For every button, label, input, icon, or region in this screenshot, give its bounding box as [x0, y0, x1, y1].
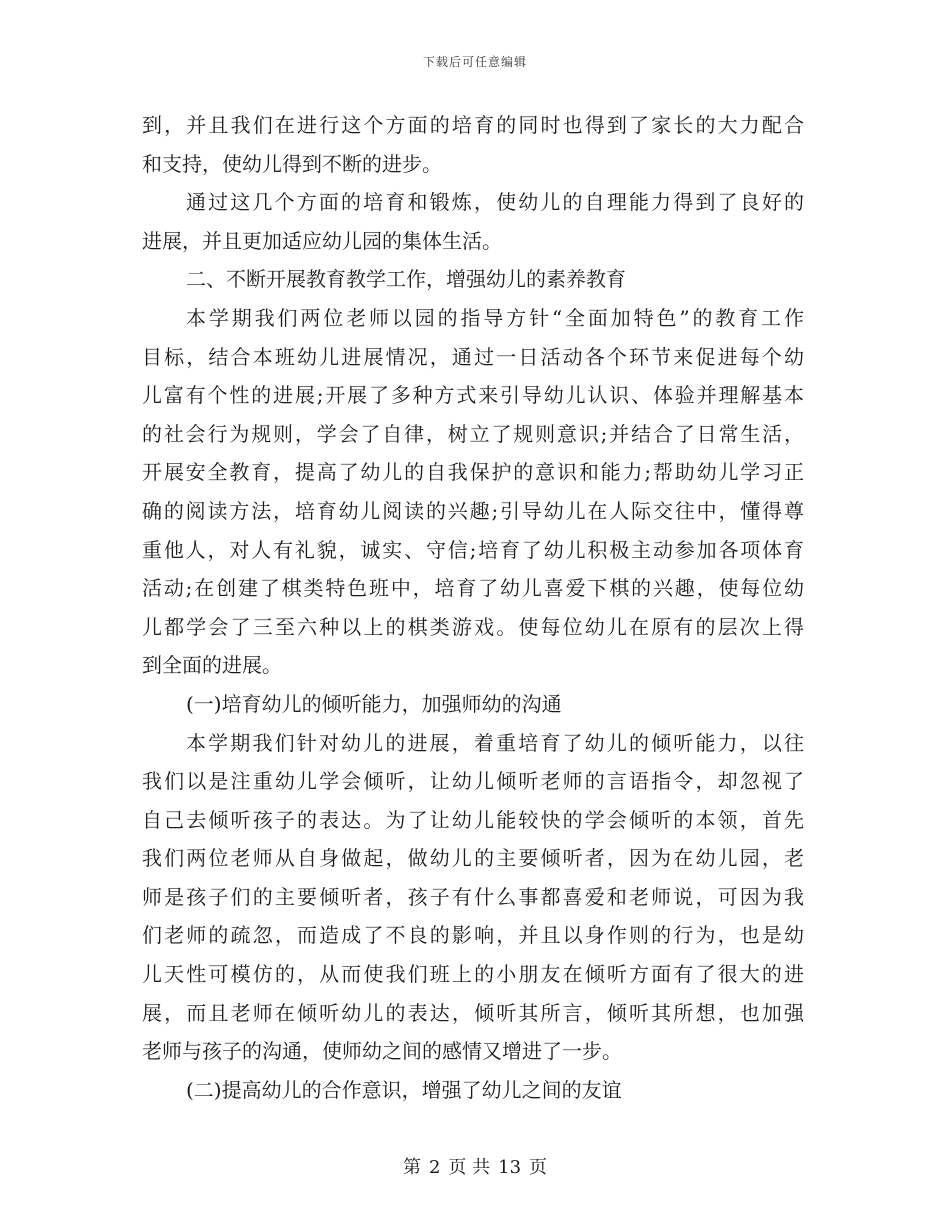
page-number-prefix: 第 — [402, 1157, 421, 1178]
text-line: 到，并且我们在进行这个方面的培育的同时也得到了家长的大力配合 — [142, 113, 804, 137]
text-line: 老师与孩子的沟通，使师幼之间的感情又增进了一步。 — [142, 1039, 622, 1064]
text-line: 我们两位老师从自身做起，做幼儿的主要倾听者，因为在幼儿园，老 — [142, 846, 804, 871]
text-line: 进展，并且更加适应幼儿园的集体生活。 — [142, 228, 502, 253]
document-body — [142, 106, 804, 1109]
page-number-suffix: 页 — [529, 1157, 548, 1178]
page-header-note: 下载后可任意编辑 — [422, 55, 527, 69]
text-line: 目标，结合本班幼儿进展情况，通过一日活动各个环节来促进每个幼 — [142, 344, 804, 369]
text-line: 儿天性可模仿的，从而使我们班上的小朋友在倾听方面有了很大的进 — [142, 962, 804, 987]
text-line: 开展安全教育，提高了幼儿的自我保护的意识和能力;帮助幼儿学习正 — [142, 460, 804, 485]
text-line: 的社会行为规则，学会了自律，树立了规则意识;并结合了日常生活， — [142, 421, 804, 446]
page-number-current: 2 — [428, 1157, 441, 1178]
text-line: 确的阅读方法，培育幼儿阅读的兴趣;引导幼儿在人际交往中，懂得尊 — [142, 498, 804, 523]
text-line: 师是孩子们的主要倾听者，孩子有什么事都喜爱和老师说，可因为我 — [142, 884, 804, 909]
subsection-heading: (一)培育幼儿的倾听能力，加强师幼的沟通 — [186, 691, 562, 716]
section-heading: 二、不断开展教育教学工作，增强幼儿的素养教育 — [186, 267, 626, 292]
text-line: 展，而且老师在倾听幼儿的表达，倾听其所言，倾听其所想，也加强 — [142, 1000, 804, 1025]
text-line: 本学期我们两位老师以园的指导方针“全面加特色”的教育工作 — [186, 305, 804, 330]
text-line: 们老师的疏忽，而造成了不良的影响，并且以身作则的行为，也是幼 — [142, 923, 804, 948]
page-number-total: 13 — [498, 1157, 522, 1178]
text-line: 我们以是注重幼儿学会倾听，让幼儿倾听老师的言语指令，却忽视了 — [142, 769, 804, 794]
text-line: 儿都学会了三至六种以上的棋类游戏。使每位幼儿在原有的层次上得 — [142, 614, 804, 639]
text-line: 通过这几个方面的培育和锻炼，使幼儿的自理能力得到了良好的 — [186, 190, 804, 215]
text-line: 本学期我们针对幼儿的进展，着重培育了幼儿的倾听能力，以往 — [186, 730, 804, 755]
page-number — [0, 1153, 950, 1179]
text-line: 和支持，使幼儿得到不断的进步。 — [142, 151, 442, 176]
page-number-middle: 页 共 — [448, 1157, 491, 1178]
text-line: 到全面的进展。 — [142, 653, 282, 678]
text-line: 重他人，对人有礼貌，诚实、守信;培育了幼儿积极主动参加各项体育 — [142, 537, 804, 562]
text-line: 儿富有个性的进展;开展了多种方式来引导幼儿认识、体验并理解基本 — [142, 383, 804, 408]
text-line: 自己去倾听孩子的表达。为了让幼儿能较快的学会倾听的本领，首先 — [142, 807, 804, 832]
text-line: 活动;在创建了棋类特色班中，培育了幼儿喜爱下棋的兴趣，使每位幼 — [142, 576, 804, 601]
subsection-heading: (二)提高幼儿的合作意识，增强了幼儿之间的友谊 — [186, 1077, 622, 1102]
